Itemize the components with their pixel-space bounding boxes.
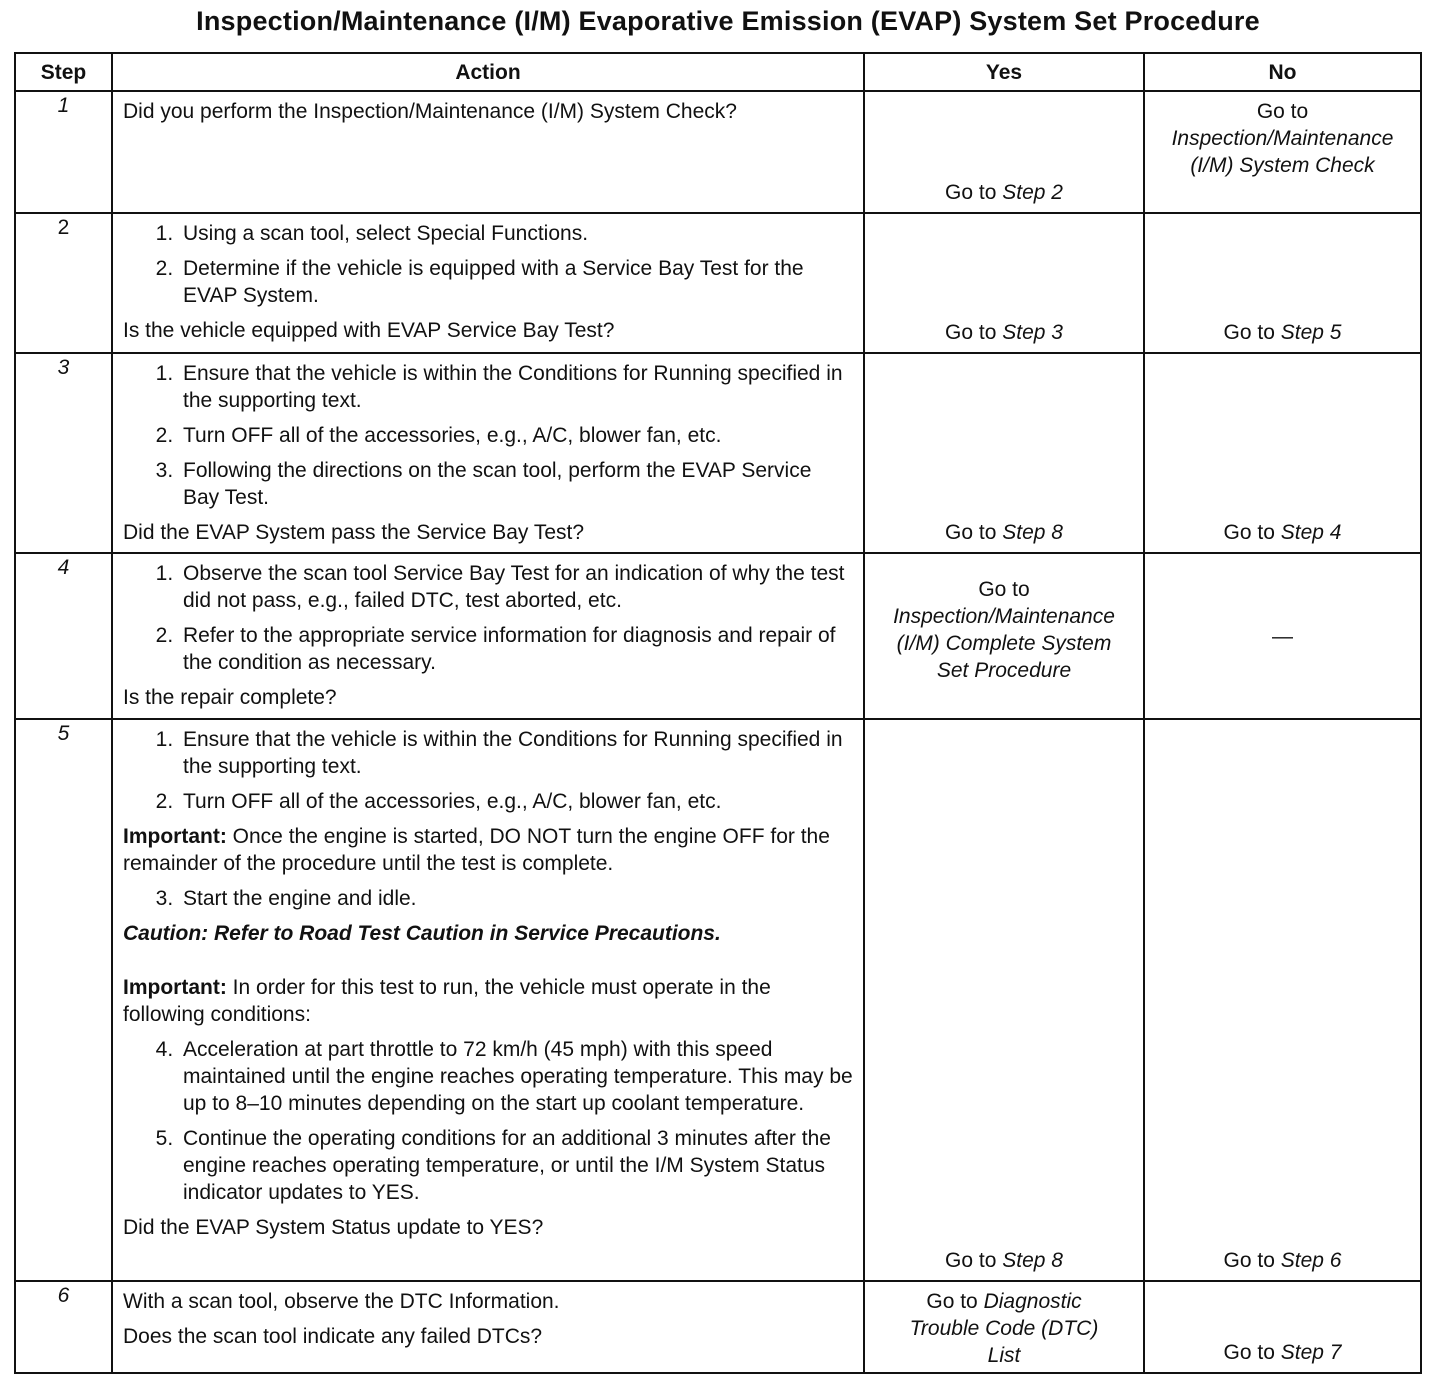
step-link[interactable]: Step 4 bbox=[1280, 521, 1342, 544]
go-to-label: Go to bbox=[1256, 100, 1309, 123]
action-item: 2. Determine if the vehicle is equipped with a Service Bay Test for the EVAP System. bbox=[179, 255, 853, 309]
important-text: In order for this test to run, the vehicle must operate in the following conditions: bbox=[123, 976, 771, 1026]
yes-cell bbox=[864, 719, 1144, 1281]
go-to-label: Go to bbox=[1223, 1341, 1275, 1364]
go-to-label: Go to bbox=[945, 521, 997, 544]
table-row bbox=[15, 353, 1421, 553]
step-number: 2 bbox=[15, 213, 112, 353]
action-question: Does the scan tool indicate any failed DTCs? bbox=[123, 1325, 543, 1348]
step-number: 5 bbox=[15, 719, 112, 1281]
procedure-table bbox=[14, 52, 1422, 1374]
go-to-label: Go to bbox=[978, 578, 1030, 601]
header-row bbox=[15, 53, 1421, 91]
action-item: 1. Ensure that the vehicle is within the Conditions for Running specified in the supporting text. bbox=[179, 726, 853, 780]
step-link[interactable]: Step 3 bbox=[1002, 321, 1063, 344]
page-title: Inspection/Maintenance (I/M) Evaporative Emission (EVAP) System Set Procedure bbox=[196, 6, 1260, 36]
yes-cell bbox=[864, 353, 1144, 553]
go-to-label: Go to bbox=[1223, 321, 1275, 344]
go-to-label: Go to bbox=[945, 181, 997, 204]
important-label: Important: bbox=[123, 825, 227, 848]
procedure-link-line[interactable]: (I/M) Complete System bbox=[896, 632, 1112, 655]
action-item: 2. Turn OFF all of the accessories, e.g., A/C, blower fan, etc. bbox=[179, 422, 853, 449]
action-item: 3. Start the engine and idle. bbox=[179, 885, 853, 912]
action-cell bbox=[112, 91, 864, 213]
action-question: Is the vehicle equipped with EVAP Service Bay Test? bbox=[123, 319, 615, 342]
yes-cell bbox=[864, 213, 1144, 353]
action-item: With a scan tool, observe the DTC Information. bbox=[123, 1290, 560, 1313]
no-action-dash: — bbox=[1272, 624, 1293, 648]
yes-cell bbox=[864, 91, 1144, 213]
procedure-link-line[interactable]: Set Procedure bbox=[936, 659, 1072, 682]
action-cell bbox=[112, 1281, 864, 1373]
step-number: 1 bbox=[15, 91, 112, 213]
step-number: 6 bbox=[15, 1281, 112, 1373]
step-number: 4 bbox=[15, 553, 112, 719]
action-question: Did the EVAP System pass the Service Bay Test? bbox=[123, 521, 585, 544]
go-to-label: Go to bbox=[1223, 1249, 1275, 1272]
header-yes: Yes bbox=[864, 53, 1144, 91]
procedure-link-line[interactable]: (I/M) System Check bbox=[1190, 154, 1375, 177]
go-to-label: Go to bbox=[926, 1290, 978, 1313]
procedure-link-line[interactable]: Diagnostic bbox=[983, 1290, 1082, 1313]
table-row bbox=[15, 1281, 1421, 1373]
header-step: Step bbox=[15, 53, 112, 91]
action-item: 1. Observe the scan tool Service Bay Test for an indication of why the test did not pass, e.g., failed DTC, test aborted, etc. bbox=[179, 560, 853, 614]
action-cell bbox=[112, 719, 864, 1281]
procedure-link-line[interactable]: Trouble Code (DTC) bbox=[909, 1317, 1099, 1340]
step-link[interactable]: Step 6 bbox=[1280, 1249, 1342, 1272]
action-question: Did you perform the Inspection/Maintenance (I/M) System Check? bbox=[123, 100, 737, 123]
step-link[interactable]: Step 8 bbox=[1002, 1249, 1063, 1272]
step-link[interactable]: Step 8 bbox=[1002, 521, 1063, 544]
step-number: 3 bbox=[15, 353, 112, 553]
yes-cell bbox=[864, 553, 1144, 719]
no-cell bbox=[1144, 213, 1421, 353]
action-item: 4. Acceleration at part throttle to 72 km/h (45 mph) with this speed maintained until the engine reaches operating temperature. This may be up to 8–10 minutes depending on the start up coolant temperature. bbox=[179, 1036, 853, 1117]
go-to-label: Go to bbox=[1223, 521, 1275, 544]
no-cell bbox=[1144, 353, 1421, 553]
action-question: Did the EVAP System Status update to YES? bbox=[123, 1216, 544, 1239]
action-cell bbox=[112, 213, 864, 353]
important-text: Once the engine is started, DO NOT turn the engine OFF for the remainder of the procedure until the test is complete. bbox=[123, 825, 830, 875]
step-link[interactable]: Step 7 bbox=[1280, 1341, 1342, 1364]
table-row bbox=[15, 553, 1421, 719]
step-link[interactable]: Step 2 bbox=[1002, 181, 1063, 204]
action-item: 1. Using a scan tool, select Special Functions. bbox=[179, 220, 853, 247]
go-to-label: Go to bbox=[945, 321, 997, 344]
action-cell bbox=[112, 353, 864, 553]
header-no: No bbox=[1144, 53, 1421, 91]
action-question: Is the repair complete? bbox=[123, 686, 337, 709]
no-cell bbox=[1144, 91, 1421, 213]
procedure-link-line[interactable]: Inspection/Maintenance bbox=[1171, 127, 1394, 150]
important-note bbox=[123, 974, 853, 1028]
table-row bbox=[15, 91, 1421, 213]
important-note bbox=[123, 823, 853, 877]
no-cell bbox=[1144, 1281, 1421, 1373]
caution-note: Caution: Refer to Road Test Caution in Service Precautions. bbox=[123, 922, 721, 945]
action-item: 2. Turn OFF all of the accessories, e.g., A/C, blower fan, etc. bbox=[179, 788, 853, 815]
header-action: Action bbox=[112, 53, 864, 91]
action-item: 1. Ensure that the vehicle is within the Conditions for Running specified in the supporting text. bbox=[179, 360, 853, 414]
go-to-label: Go to bbox=[945, 1249, 997, 1272]
step-link[interactable]: Step 5 bbox=[1280, 321, 1342, 344]
important-label: Important: bbox=[123, 976, 227, 999]
procedure-link-line[interactable]: List bbox=[987, 1344, 1021, 1367]
no-cell bbox=[1144, 719, 1421, 1281]
procedure-link-line[interactable]: Inspection/Maintenance bbox=[893, 605, 1115, 628]
action-cell bbox=[112, 553, 864, 719]
no-cell bbox=[1144, 553, 1421, 719]
action-item: 3. Following the directions on the scan tool, perform the EVAP Service Bay Test. bbox=[179, 457, 853, 511]
table-row bbox=[15, 719, 1421, 1281]
yes-cell bbox=[864, 1281, 1144, 1373]
action-item: 2. Refer to the appropriate service information for diagnosis and repair of the condition as necessary. bbox=[179, 622, 853, 676]
action-item: 5. Continue the operating conditions for an additional 3 minutes after the engine reaches operating temperature, or until the I/M System Status indicator updates to YES. bbox=[179, 1125, 853, 1206]
table-row bbox=[15, 213, 1421, 353]
